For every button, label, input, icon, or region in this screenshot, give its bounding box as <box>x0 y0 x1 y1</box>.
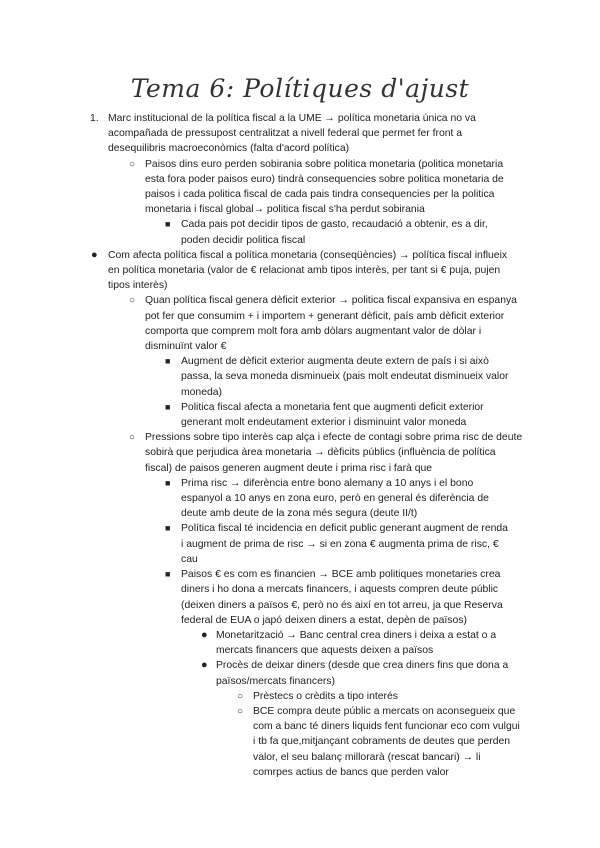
list-marker: ■ <box>165 401 171 412</box>
list-item-text: Política fiscal té incidencia en deficit public generant augment de renda i augment de prima de risc → si en zona € augmenta prima de risc, € cau <box>181 523 508 565</box>
list-item-text: Prèstecs o crèdits a tipo interés <box>253 690 398 702</box>
list-item <box>0 293 600 354</box>
list-item-text: BCE compra deute públic a mercats on aconsegueix que com a banc té diners liquids fent funcionar eco com vulgui i tb fa que,mitjançant cobraments de deutes que perden valor, el seu balanç millorarà (rescat bancari) → li comrpes actius de bancs que perden valor <box>253 705 520 778</box>
list-marker: ■ <box>165 219 171 230</box>
list-marker: ○ <box>129 432 136 444</box>
list-item-text: Quan política fiscal genera dèficit exterior → politica fiscal expansiva en espanya pot fer que consumim + i importem + generant dèficit, país amb dèficit exterior comporta que comprem molt fora amb dòlars augmentant valor de dòlar i disminuïnt valor € <box>145 295 517 353</box>
list-item-text: Monetarització → Banc central crea diners i deixa a estat o a mercats financers que aquests deixen a països <box>216 629 497 657</box>
list-item-text: Com afecta política fiscal a política monetaria (conseqüències) → política fiscal influeix en política monetaria (valor de € relacionat amb tipos interès, per tant si € puja, pujen tipos interès) <box>108 249 508 292</box>
list-item <box>0 354 600 400</box>
list-marker: ○ <box>237 705 244 717</box>
list-item <box>0 476 600 522</box>
list-marker: 1. <box>90 113 99 124</box>
list-item-text: Prima risc → diferència entre bono alemany a 10 anys i el bono espanyol a 10 anys en zona euro, però en general és diferència de deute amb deute de la zona més segura (deute II/t) <box>181 477 489 520</box>
list-marker: ● <box>91 248 98 261</box>
list-marker: ■ <box>165 356 171 367</box>
list-marker: ○ <box>237 690 244 702</box>
list-item <box>0 157 600 218</box>
list-item <box>0 689 600 704</box>
list-item-text: Politica fiscal afecta a monetaria fent que augmenti deficit exterior generant molt endeutament exterior i disminuint valor moneda <box>181 401 484 429</box>
list-marker: ■ <box>165 523 171 534</box>
list-item-text: Marc institucional de la política fiscal a la UME → política monetaria única no va acompañada de pressupost centralitzat a nivell federal que permet fer front a desequilibris macroeconòmics (falta d'acord política) <box>108 113 476 155</box>
list-item <box>0 704 600 780</box>
list-item <box>0 658 600 688</box>
list-item <box>0 400 600 430</box>
list-item-text: Procès de deixar diners (desde que crea diners fins que dona a països/mercats financers) <box>216 660 509 687</box>
list-item <box>0 217 600 247</box>
list-marker: ● <box>201 628 208 641</box>
list-item <box>0 430 600 476</box>
list-item <box>0 111 600 157</box>
list-marker: ○ <box>129 295 136 307</box>
list-item-text: Paisos dins euro perden sobirania sobre politica monetaria (politica monetaria esta fora poder paisos euro) tindrà consequencies sobre politica monetaria de paisos i cada politica fiscal de cada pais tindra consequencies per la politica monetaria i fiscal global→ politica fiscal s'ha perdut sobirania <box>145 158 504 216</box>
list-marker: ○ <box>129 158 136 170</box>
page-title: Tema 6: Polítiques d'ajust <box>130 74 470 103</box>
list-item <box>0 248 600 294</box>
list-item-text: Cada pais pot decidir tipos de gasto, recaudació a obtenir, es a dir, poden decidir politica fiscal <box>181 219 488 246</box>
notes-body <box>0 111 600 780</box>
list-item <box>0 567 600 628</box>
list-marker: ■ <box>165 477 171 488</box>
list-marker: ● <box>201 659 208 672</box>
list-item-text: Paisos € es com es financien → BCE amb politiques monetaries crea diners i ho dona a mercats financers, i aquests compren deute públic (deixen diners a països €, però no és així en tot arreu, ja que Reserva federal de EUA o japó deixen diners a estat, depèn de països) <box>181 569 503 626</box>
list-item-text: Pressions sobre tipo interès cap alça i efecte de contagi sobre prima risc de deute sobirà que perjudica àrea monetaria → dèficits públics (influència de política fiscal) de paisos generen augment deute i prima risc i farà que <box>145 432 523 474</box>
list-item <box>0 521 600 567</box>
list-marker: ■ <box>165 569 171 580</box>
list-item-text: Augment de dèficit exterior augmenta deute extern de país i si això passa, la seva moneda disminueix (pais molt endeutat disminueix valor moneda) <box>181 356 509 398</box>
list-item <box>0 628 600 658</box>
